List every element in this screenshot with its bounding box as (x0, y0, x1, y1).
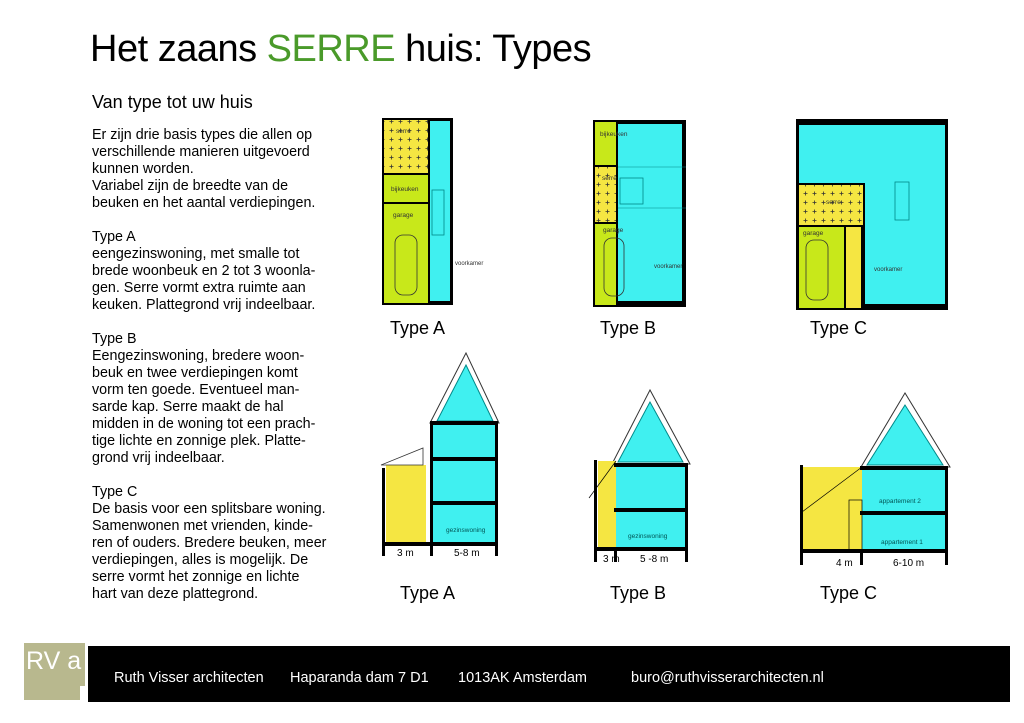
section-type-a (381, 353, 499, 559)
subtitle: Van type tot uw huis (92, 92, 253, 112)
svg-text:appartement 2: appartement 2 (879, 498, 921, 505)
plan-label-type-b: Type B (600, 318, 657, 338)
svg-text:voorkamer: voorkamer (455, 261, 484, 267)
svg-text:appartement 1: appartement 1 (881, 539, 923, 546)
type-a-paragraph: Type A eengezinswoning, met smalle tot brede woonbeuk en 2 tot 3 woonla- gen. Serre vormt extra ruimte aan keuken. Plattegrond vrij indeelbaar. (92, 229, 316, 313)
plan-label-type-c: Type C (810, 318, 868, 338)
svg-text:garage: garage (603, 227, 624, 234)
svg-text:3 m: 3 m (603, 554, 620, 565)
svg-text:garage: garage (393, 212, 414, 219)
logo-notch (80, 686, 88, 702)
section-type-b (589, 390, 690, 565)
plan-label-type-a: Type A (390, 318, 446, 338)
section-label-type-c: Type C (820, 583, 878, 603)
email-link[interactable]: buro@ruthvisserarchitecten.nl (631, 670, 824, 686)
intro-paragraph: Er zijn drie basis types die allen op verschillende manieren uitgevoerd kunnen worden. Variabel zijn de breedte van de beuken en het aantal verdiepingen. (92, 127, 316, 211)
rva-logo: RV a (24, 643, 85, 700)
svg-text:gezinswoning: gezinswoning (628, 533, 668, 540)
floorplan-type-a (382, 118, 483, 305)
svg-text:5 -8 m: 5 -8 m (640, 554, 669, 565)
svg-text:serre: serre (396, 128, 411, 135)
footer-bar (88, 646, 1010, 702)
svg-text:gezinswoning: gezinswoning (446, 527, 486, 534)
svg-text:garage: garage (803, 230, 824, 237)
svg-text:bijkeuken: bijkeuken (600, 131, 628, 138)
section-type-c (800, 393, 950, 569)
page-title: Het zaans SERRE huis: Types (90, 28, 592, 70)
type-b-paragraph: Type B Eengezinswoning, bredere woon- beuk en twee verdiepingen komt vorm ten goede. Eventueel man- sarde kap. Serre maakt de hal midden in de woning tot een prach- tige lichte en zonnige plek. Platte- grond vrij indeelbaar. (92, 331, 316, 466)
svg-text:voorkamer: voorkamer (874, 267, 903, 273)
section-label-type-a: Type A (400, 583, 456, 603)
svg-text:3 m: 3 m (397, 548, 414, 559)
svg-text:serre: serre (826, 199, 841, 206)
company-name: Ruth Visser architecten (114, 670, 264, 686)
svg-text:4 m: 4 m (836, 558, 853, 569)
section-label-type-b: Type B (610, 583, 667, 603)
floorplan-type-c (796, 119, 948, 310)
floorplan-type-b (593, 120, 686, 307)
svg-text:6-10 m: 6-10 m (893, 558, 925, 569)
postcode-city: 1013AK Amsterdam (458, 670, 587, 686)
street-address: Haparanda dam 7 D1 (290, 670, 429, 686)
type-c-paragraph: Type C De basis voor een splitsbare woning. Samenwonen met vrienden, kinde- ren of ouders. Bredere beuken, meer verdiepingen, alles is mogelijk. De serre vormt het zonnige en lichte hart van deze plattegrond. (92, 484, 327, 602)
svg-text:5-8 m: 5-8 m (454, 548, 480, 559)
svg-text:serre: serre (602, 175, 617, 182)
svg-text:bijkeuken: bijkeuken (391, 186, 419, 193)
svg-text:voorkamer: voorkamer (654, 264, 683, 270)
